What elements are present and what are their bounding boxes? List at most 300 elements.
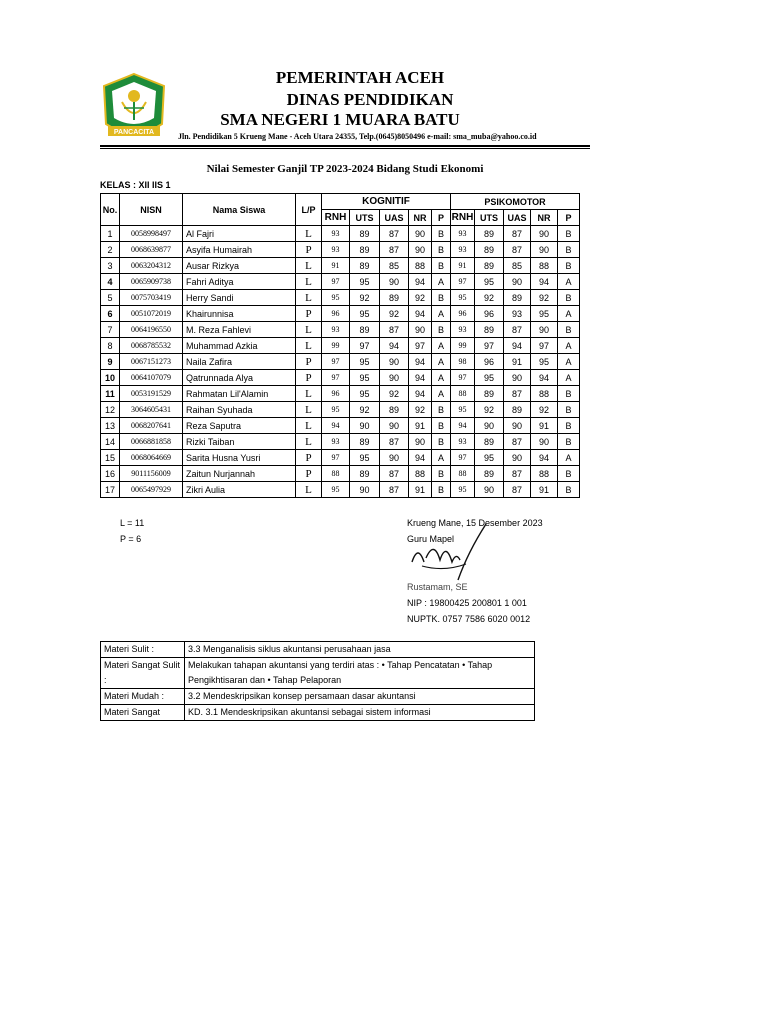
row-psikomotor-p: A (558, 274, 580, 290)
header-nr: NR (531, 210, 558, 226)
svg-text:PANCACITA: PANCACITA (113, 129, 155, 136)
row-kognitif-uts: 89 (350, 322, 380, 338)
row-no: 10 (101, 370, 120, 386)
table-row (101, 418, 580, 434)
row-no: 14 (101, 434, 120, 450)
row-psikomotor-uas: 93 (504, 306, 531, 322)
row-gender: P (296, 466, 322, 482)
letterhead-rule-thick (100, 145, 590, 147)
count-female: P = 6 (120, 534, 142, 544)
row-kognitif-p: A (432, 274, 451, 290)
table-row (101, 466, 580, 482)
row-psikomotor-rnh: 95 (451, 402, 475, 418)
row-kognitif-nr: 94 (409, 450, 432, 466)
row-kognitif-uas: 87 (380, 242, 409, 258)
row-kognitif-uas: 92 (380, 386, 409, 402)
row-no: 4 (101, 274, 120, 290)
row-psikomotor-uts: 92 (475, 402, 504, 418)
row-psikomotor-p: A (558, 450, 580, 466)
materi-label: Materi Sangat (101, 705, 185, 721)
row-psikomotor-uas: 90 (504, 450, 531, 466)
row-kognitif-nr: 92 (409, 290, 432, 306)
row-psikomotor-nr: 97 (531, 338, 558, 354)
table-row (101, 290, 580, 306)
row-nisn: 0051072019 (120, 306, 183, 322)
row-name: Herry Sandi (183, 290, 296, 306)
row-name: Raihan Syuhada (183, 402, 296, 418)
row-psikomotor-nr: 95 (531, 306, 558, 322)
row-kognitif-p: A (432, 354, 451, 370)
table-row (101, 274, 580, 290)
row-psikomotor-uas: 87 (504, 322, 531, 338)
row-gender: P (296, 450, 322, 466)
row-psikomotor-nr: 90 (531, 242, 558, 258)
row-psikomotor-uts: 90 (475, 418, 504, 434)
row-psikomotor-uts: 89 (475, 434, 504, 450)
row-psikomotor-uts: 95 (475, 274, 504, 290)
row-kognitif-p: B (432, 226, 451, 242)
row-kognitif-p: A (432, 386, 451, 402)
row-nisn: 0058998497 (120, 226, 183, 242)
row-kognitif-uts: 92 (350, 402, 380, 418)
row-kognitif-rnh: 94 (322, 418, 350, 434)
row-psikomotor-uas: 87 (504, 242, 531, 258)
row-kognitif-nr: 94 (409, 274, 432, 290)
row-kognitif-nr: 91 (409, 482, 432, 498)
row-psikomotor-rnh: 95 (451, 482, 475, 498)
row-nisn: 0068207641 (120, 418, 183, 434)
row-psikomotor-uts: 96 (475, 354, 504, 370)
row-name: Zikri Aulia (183, 482, 296, 498)
row-gender: L (296, 434, 322, 450)
row-psikomotor-nr: 90 (531, 226, 558, 242)
row-psikomotor-uts: 95 (475, 450, 504, 466)
row-name: Rizki Taiban (183, 434, 296, 450)
row-name: Reza Saputra (183, 418, 296, 434)
row-kognitif-nr: 90 (409, 226, 432, 242)
table-row (101, 306, 580, 322)
row-psikomotor-uas: 87 (504, 434, 531, 450)
row-kognitif-uts: 92 (350, 290, 380, 306)
row-psikomotor-uts: 89 (475, 258, 504, 274)
row-nisn: 0068785532 (120, 338, 183, 354)
row-name: Muhammad Azkia (183, 338, 296, 354)
row-psikomotor-uas: 89 (504, 290, 531, 306)
materi-table (100, 641, 535, 721)
row-kognitif-uts: 90 (350, 482, 380, 498)
row-kognitif-p: B (432, 482, 451, 498)
row-psikomotor-nr: 88 (531, 466, 558, 482)
row-psikomotor-rnh: 96 (451, 306, 475, 322)
row-nisn: 0066881858 (120, 434, 183, 450)
row-no: 2 (101, 242, 120, 258)
row-kognitif-uas: 90 (380, 418, 409, 434)
materi-row-sangat (101, 705, 535, 721)
row-kognitif-rnh: 93 (322, 226, 350, 242)
row-psikomotor-uas: 85 (504, 258, 531, 274)
materi-value: 3.2 Mendeskripsikan konsep persamaan dasar akuntansi (185, 689, 535, 705)
row-psikomotor-nr: 94 (531, 274, 558, 290)
row-psikomotor-p: B (558, 402, 580, 418)
row-kognitif-uas: 85 (380, 258, 409, 274)
row-kognitif-p: A (432, 370, 451, 386)
row-gender: L (296, 482, 322, 498)
row-psikomotor-p: A (558, 306, 580, 322)
row-kognitif-uts: 97 (350, 338, 380, 354)
row-psikomotor-uas: 87 (504, 226, 531, 242)
row-psikomotor-rnh: 93 (451, 322, 475, 338)
row-no: 1 (101, 226, 120, 242)
row-kognitif-uas: 90 (380, 274, 409, 290)
header-address: Jln. Pendidikan 5 Krueng Mane - Aceh Utara 24355, Telp.(0645)8050496 e-mail: sma_muba@yahoo.co.id (178, 132, 537, 141)
row-kognitif-nr: 90 (409, 242, 432, 258)
row-kognitif-uts: 89 (350, 434, 380, 450)
header-name: Nama Siswa (183, 194, 296, 226)
row-kognitif-p: B (432, 434, 451, 450)
row-kognitif-rnh: 97 (322, 354, 350, 370)
row-kognitif-rnh: 97 (322, 274, 350, 290)
materi-value: 3.3 Menganalisis siklus akuntansi perusahaan jasa (185, 642, 535, 658)
row-kognitif-uts: 95 (350, 306, 380, 322)
row-psikomotor-uas: 90 (504, 418, 531, 434)
row-name: Fahri Aditya (183, 274, 296, 290)
row-psikomotor-p: B (558, 418, 580, 434)
row-nisn: 9011156009 (120, 466, 183, 482)
row-kognitif-uts: 90 (350, 418, 380, 434)
signature-place-date: Krueng Mane, 15 Desember 2023 (407, 518, 543, 528)
row-no: 12 (101, 402, 120, 418)
row-kognitif-uas: 87 (380, 482, 409, 498)
row-kognitif-uas: 90 (380, 354, 409, 370)
row-psikomotor-uts: 92 (475, 290, 504, 306)
row-nisn: 3064605431 (120, 402, 183, 418)
materi-value: KD. 3.1 Mendeskripsikan akuntansi sebagai sistem informasi (185, 705, 535, 721)
row-psikomotor-p: A (558, 338, 580, 354)
row-nisn: 0068064669 (120, 450, 183, 466)
row-kognitif-uts: 89 (350, 258, 380, 274)
table-row (101, 242, 580, 258)
row-psikomotor-p: B (558, 322, 580, 338)
row-kognitif-p: B (432, 466, 451, 482)
row-psikomotor-uts: 89 (475, 466, 504, 482)
row-kognitif-rnh: 97 (322, 370, 350, 386)
row-psikomotor-nr: 92 (531, 402, 558, 418)
row-psikomotor-nr: 90 (531, 322, 558, 338)
row-nisn: 0065497929 (120, 482, 183, 498)
row-psikomotor-nr: 94 (531, 370, 558, 386)
row-psikomotor-uas: 89 (504, 402, 531, 418)
row-psikomotor-rnh: 88 (451, 466, 475, 482)
row-kognitif-rnh: 96 (322, 306, 350, 322)
row-psikomotor-uts: 89 (475, 242, 504, 258)
row-kognitif-uas: 87 (380, 226, 409, 242)
row-kognitif-rnh: 88 (322, 466, 350, 482)
row-kognitif-p: A (432, 306, 451, 322)
table-row (101, 370, 580, 386)
row-kognitif-rnh: 91 (322, 258, 350, 274)
row-gender: L (296, 290, 322, 306)
row-kognitif-nr: 92 (409, 402, 432, 418)
grades-table (100, 193, 580, 498)
row-kognitif-uts: 95 (350, 386, 380, 402)
materi-row-sangat-sulit (101, 658, 535, 689)
materi-label: Materi Mudah : (101, 689, 185, 705)
signature-name: Rustamam, SE (407, 582, 468, 592)
row-psikomotor-nr: 95 (531, 354, 558, 370)
header-nisn: NISN (120, 194, 183, 226)
table-row (101, 258, 580, 274)
row-psikomotor-rnh: 91 (451, 258, 475, 274)
row-kognitif-nr: 94 (409, 354, 432, 370)
row-psikomotor-uas: 91 (504, 354, 531, 370)
table-row (101, 434, 580, 450)
row-psikomotor-uts: 97 (475, 338, 504, 354)
row-psikomotor-nr: 91 (531, 482, 558, 498)
row-gender: P (296, 354, 322, 370)
table-row (101, 322, 580, 338)
row-no: 15 (101, 450, 120, 466)
row-no: 8 (101, 338, 120, 354)
count-male: L = 11 (120, 518, 145, 528)
row-name: Al Fajri (183, 226, 296, 242)
table-row (101, 386, 580, 402)
header-rnh: RNH (322, 210, 350, 226)
row-psikomotor-nr: 88 (531, 386, 558, 402)
row-kognitif-rnh: 95 (322, 402, 350, 418)
row-kognitif-nr: 94 (409, 370, 432, 386)
header-p: P (432, 210, 451, 226)
row-kognitif-p: B (432, 242, 451, 258)
row-no: 11 (101, 386, 120, 402)
row-kognitif-uas: 94 (380, 338, 409, 354)
header-uts: UTS (350, 210, 380, 226)
row-name: Rahmatan Lil'Alamin (183, 386, 296, 402)
row-gender: L (296, 274, 322, 290)
row-gender: L (296, 322, 322, 338)
row-psikomotor-rnh: 88 (451, 386, 475, 402)
row-psikomotor-p: B (558, 466, 580, 482)
row-psikomotor-nr: 94 (531, 450, 558, 466)
row-kognitif-rnh: 99 (322, 338, 350, 354)
row-no: 13 (101, 418, 120, 434)
row-psikomotor-rnh: 93 (451, 434, 475, 450)
row-kognitif-uts: 89 (350, 226, 380, 242)
header-kognitif: KOGNITIF (322, 194, 451, 210)
row-nisn: 0064107079 (120, 370, 183, 386)
document-title: Nilai Semester Ganjil TP 2023-2024 Bidang Studi Ekonomi (206, 163, 484, 175)
row-nisn: 0063204312 (120, 258, 183, 274)
row-psikomotor-uas: 90 (504, 274, 531, 290)
row-no: 16 (101, 466, 120, 482)
row-psikomotor-p: B (558, 386, 580, 402)
row-psikomotor-p: B (558, 242, 580, 258)
row-psikomotor-p: A (558, 370, 580, 386)
header-gender: L/P (296, 194, 322, 226)
materi-row-mudah (101, 689, 535, 705)
row-psikomotor-rnh: 97 (451, 450, 475, 466)
header-rnh: RNH (451, 210, 475, 226)
row-no: 7 (101, 322, 120, 338)
row-psikomotor-uts: 89 (475, 386, 504, 402)
row-kognitif-p: A (432, 450, 451, 466)
row-gender: L (296, 418, 322, 434)
row-kognitif-uts: 95 (350, 370, 380, 386)
row-psikomotor-rnh: 99 (451, 338, 475, 354)
row-psikomotor-uas: 90 (504, 370, 531, 386)
row-psikomotor-uas: 94 (504, 338, 531, 354)
header-nr: NR (409, 210, 432, 226)
table-row (101, 450, 580, 466)
row-psikomotor-p: B (558, 434, 580, 450)
header-psikomotor: PSIKOMOTOR (451, 194, 580, 210)
row-kognitif-uas: 87 (380, 466, 409, 482)
row-kognitif-uas: 92 (380, 306, 409, 322)
class-label: KELAS : XII IIS 1 (100, 180, 171, 190)
header-uts: UTS (475, 210, 504, 226)
row-kognitif-rnh: 95 (322, 290, 350, 306)
header-department: DINAS PENDIDIKAN (286, 90, 454, 109)
row-psikomotor-p: B (558, 290, 580, 306)
row-psikomotor-nr: 88 (531, 258, 558, 274)
row-kognitif-nr: 88 (409, 466, 432, 482)
materi-value: Melakukan tahapan akuntansi yang terdiri atas : • Tahap Pencatatan • Tahap Pengikhtisaran dan • Tahap Pelaporan (185, 658, 535, 689)
row-kognitif-p: A (432, 338, 451, 354)
row-nisn: 0053191529 (120, 386, 183, 402)
row-psikomotor-uts: 89 (475, 226, 504, 242)
row-kognitif-uts: 89 (350, 242, 380, 258)
row-gender: L (296, 258, 322, 274)
row-psikomotor-uas: 87 (504, 482, 531, 498)
row-nisn: 0068639877 (120, 242, 183, 258)
row-no: 17 (101, 482, 120, 498)
row-kognitif-uts: 95 (350, 274, 380, 290)
row-name: Asyifa Humairah (183, 242, 296, 258)
row-name: Khairunnisa (183, 306, 296, 322)
header-uas: UAS (504, 210, 531, 226)
row-psikomotor-rnh: 93 (451, 226, 475, 242)
aceh-emblem-logo (100, 72, 168, 142)
row-psikomotor-uts: 90 (475, 482, 504, 498)
row-psikomotor-uts: 95 (475, 370, 504, 386)
row-psikomotor-p: B (558, 226, 580, 242)
row-psikomotor-rnh: 94 (451, 418, 475, 434)
table-row (101, 482, 580, 498)
row-psikomotor-rnh: 97 (451, 370, 475, 386)
row-kognitif-p: B (432, 418, 451, 434)
table-row (101, 402, 580, 418)
row-name: Sarita Husna Yusri (183, 450, 296, 466)
letterhead-rule-thin (100, 148, 590, 149)
row-psikomotor-p: A (558, 354, 580, 370)
row-nisn: 0075703419 (120, 290, 183, 306)
row-psikomotor-uas: 87 (504, 386, 531, 402)
row-kognitif-uas: 90 (380, 370, 409, 386)
header-no: No. (101, 194, 120, 226)
row-psikomotor-uas: 87 (504, 466, 531, 482)
row-kognitif-nr: 91 (409, 418, 432, 434)
row-psikomotor-uts: 96 (475, 306, 504, 322)
materi-row-sulit (101, 642, 535, 658)
row-psikomotor-rnh: 95 (451, 290, 475, 306)
row-psikomotor-nr: 91 (531, 418, 558, 434)
row-kognitif-rnh: 97 (322, 450, 350, 466)
row-kognitif-uas: 89 (380, 290, 409, 306)
row-no: 9 (101, 354, 120, 370)
header-government: PEMERINTAH ACEH (275, 68, 445, 87)
row-no: 3 (101, 258, 120, 274)
row-kognitif-nr: 88 (409, 258, 432, 274)
row-gender: P (296, 242, 322, 258)
header-p: P (558, 210, 580, 226)
row-name: Zaitun Nurjannah (183, 466, 296, 482)
row-gender: P (296, 370, 322, 386)
row-gender: P (296, 306, 322, 322)
row-kognitif-uts: 89 (350, 466, 380, 482)
table-row (101, 354, 580, 370)
row-kognitif-uas: 89 (380, 402, 409, 418)
row-nisn: 0067151273 (120, 354, 183, 370)
row-nisn: 0065909738 (120, 274, 183, 290)
row-gender: L (296, 402, 322, 418)
row-psikomotor-rnh: 98 (451, 354, 475, 370)
row-gender: L (296, 386, 322, 402)
table-row (101, 338, 580, 354)
row-kognitif-p: B (432, 402, 451, 418)
row-kognitif-rnh: 95 (322, 482, 350, 498)
row-kognitif-nr: 94 (409, 306, 432, 322)
materi-label: Materi Sulit : (101, 642, 185, 658)
row-kognitif-rnh: 93 (322, 434, 350, 450)
row-name: Ausar Rizkya (183, 258, 296, 274)
row-psikomotor-p: B (558, 482, 580, 498)
materi-label: Materi Sangat Sulit : (101, 658, 185, 689)
row-no: 6 (101, 306, 120, 322)
row-no: 5 (101, 290, 120, 306)
row-gender: L (296, 338, 322, 354)
row-kognitif-p: B (432, 258, 451, 274)
row-psikomotor-nr: 92 (531, 290, 558, 306)
header-school: SMA NEGERI 1 MUARA BATU (220, 110, 460, 129)
signature-nuptk: NUPTK. 0757 7586 6020 0012 (407, 614, 531, 624)
row-psikomotor-rnh: 93 (451, 242, 475, 258)
header-uas: UAS (380, 210, 409, 226)
row-kognitif-rnh: 93 (322, 322, 350, 338)
row-kognitif-uas: 87 (380, 434, 409, 450)
row-psikomotor-uts: 89 (475, 322, 504, 338)
row-kognitif-uts: 95 (350, 354, 380, 370)
row-kognitif-nr: 94 (409, 386, 432, 402)
row-kognitif-p: B (432, 290, 451, 306)
row-kognitif-rnh: 93 (322, 242, 350, 258)
row-psikomotor-p: B (558, 258, 580, 274)
row-kognitif-uas: 90 (380, 450, 409, 466)
row-psikomotor-nr: 90 (531, 434, 558, 450)
row-kognitif-nr: 90 (409, 434, 432, 450)
signature-nip: NIP : 19800425 200801 1 001 (407, 598, 527, 608)
row-kognitif-uts: 95 (350, 450, 380, 466)
row-name: Qatrunnada Alya (183, 370, 296, 386)
row-kognitif-rnh: 96 (322, 386, 350, 402)
row-kognitif-p: B (432, 322, 451, 338)
row-kognitif-uas: 87 (380, 322, 409, 338)
row-kognitif-nr: 90 (409, 322, 432, 338)
row-psikomotor-rnh: 97 (451, 274, 475, 290)
row-nisn: 0064196550 (120, 322, 183, 338)
table-row (101, 226, 580, 242)
row-name: M. Reza Fahlevi (183, 322, 296, 338)
row-kognitif-nr: 97 (409, 338, 432, 354)
row-gender: L (296, 226, 322, 242)
